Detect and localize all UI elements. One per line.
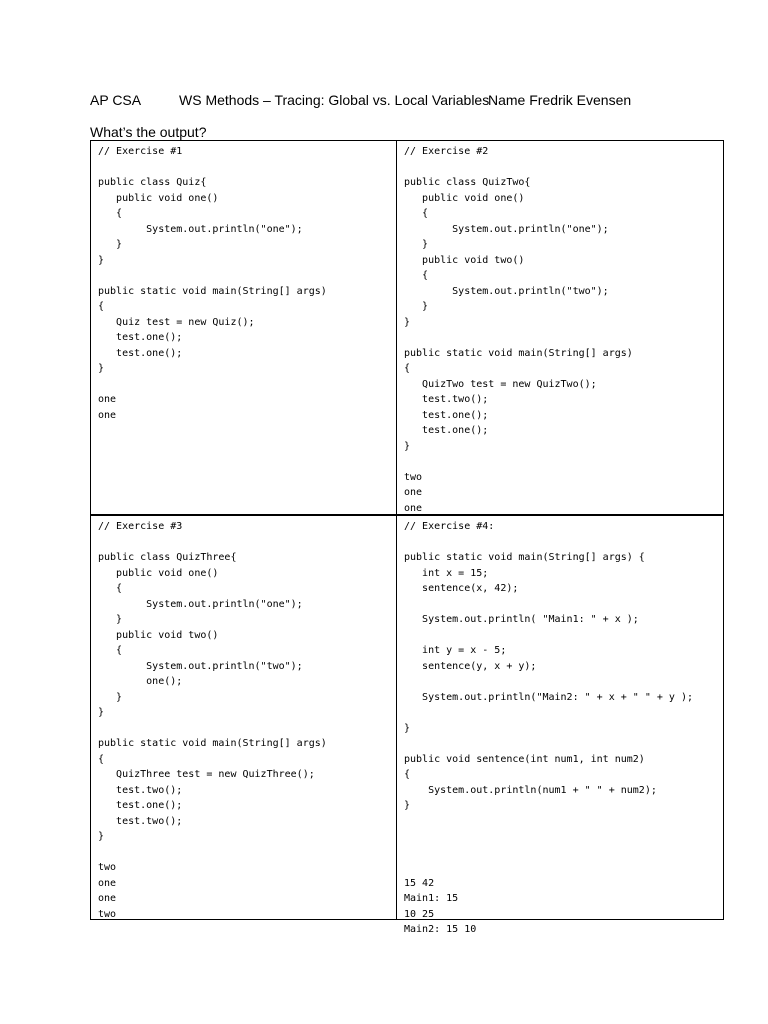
code-line: test.one(); bbox=[404, 409, 489, 421]
code-line: // Exercise #3 bbox=[98, 521, 183, 532]
code-line: Quiz test = new Quiz(); bbox=[98, 316, 255, 328]
code-line: { bbox=[98, 583, 123, 594]
code-line: } bbox=[98, 254, 105, 266]
code-line: one bbox=[98, 877, 117, 889]
code-line: public static void main(String[] args) bbox=[404, 347, 633, 359]
code-line bbox=[404, 705, 717, 721]
code-line: QuizTwo test = new QuizTwo(); bbox=[404, 378, 597, 390]
code-line: { bbox=[98, 301, 105, 312]
code-line: 10 25 bbox=[404, 908, 435, 920]
code-line: } bbox=[404, 800, 411, 811]
code-line bbox=[98, 721, 390, 737]
code-line: test.two(); bbox=[98, 815, 183, 827]
code-line: System.out.println("two"); bbox=[98, 660, 303, 672]
code-line bbox=[98, 535, 390, 551]
code-line: { bbox=[404, 208, 429, 219]
code-line bbox=[404, 845, 717, 861]
code-line bbox=[98, 268, 390, 284]
code-line: } bbox=[98, 614, 123, 625]
code-line: sentence(y, x + y); bbox=[404, 660, 537, 672]
code-line: QuizThree test = new QuizThree(); bbox=[98, 769, 315, 780]
code-line: one(); bbox=[98, 676, 183, 687]
code-line: one bbox=[98, 409, 117, 421]
code-line: Main1: 15 bbox=[404, 893, 459, 904]
code-line bbox=[404, 736, 717, 752]
code-line: } bbox=[98, 831, 105, 842]
code-line: one bbox=[404, 487, 423, 498]
code-line: // Exercise #4: bbox=[404, 521, 495, 532]
exercise-grid bbox=[90, 140, 724, 935]
exercise-1-cell bbox=[90, 140, 397, 515]
code-line: one bbox=[98, 394, 117, 405]
code-line: two bbox=[98, 862, 117, 873]
code-line: System.out.println("two"); bbox=[404, 285, 609, 297]
code-line bbox=[404, 674, 717, 690]
code-line: { bbox=[404, 270, 429, 281]
code-line: Main2: 15 10 bbox=[404, 924, 477, 935]
code-line: System.out.println("one"); bbox=[98, 223, 303, 235]
code-line: public class QuizTwo{ bbox=[404, 177, 531, 188]
exercise-2-cell bbox=[396, 140, 724, 515]
code-line bbox=[404, 814, 717, 830]
code-line: // Exercise #2 bbox=[404, 146, 489, 157]
code-line: public static void main(String[] args) { bbox=[404, 552, 645, 563]
code-line bbox=[404, 454, 717, 470]
code-line: public void one() bbox=[404, 192, 525, 204]
code-line: one bbox=[404, 502, 423, 514]
code-line: System.out.println( "Main1: " + x ); bbox=[404, 614, 639, 625]
code-line: test.one(); bbox=[98, 800, 183, 811]
code-line: one bbox=[98, 893, 117, 904]
code-line: { bbox=[98, 753, 105, 765]
code-line: } bbox=[404, 316, 411, 328]
code-line: } bbox=[98, 239, 123, 250]
code-line: } bbox=[404, 301, 429, 312]
code-line: int y = x - 5; bbox=[404, 645, 507, 656]
code-line: test.one(); bbox=[98, 347, 183, 359]
code-line: } bbox=[404, 239, 429, 250]
code-line: { bbox=[98, 208, 123, 219]
code-line: two bbox=[98, 908, 117, 920]
code-line: test.one(); bbox=[404, 425, 489, 436]
code-line: System.out.println("Main2: " + x + " " + y ); bbox=[404, 691, 693, 703]
code-line: System.out.println("one"); bbox=[404, 223, 609, 235]
code-line: System.out.println(num1 + " " + num2); bbox=[404, 784, 657, 796]
code-line: public static void main(String[] args) bbox=[98, 738, 327, 749]
code-line: test.one(); bbox=[98, 332, 183, 343]
code-line: 15 42 bbox=[404, 877, 435, 889]
code-line: public class Quiz{ bbox=[98, 177, 207, 188]
code-line bbox=[404, 829, 717, 845]
exercise-3-cell bbox=[90, 514, 397, 920]
exercise-4-cell bbox=[396, 514, 724, 935]
code-line: test.two(); bbox=[404, 394, 489, 405]
worksheet-title: WS Methods – Tracing: Global vs. Local Variables bbox=[179, 92, 490, 108]
code-line bbox=[98, 845, 390, 861]
code-line: public void one() bbox=[98, 192, 219, 204]
code-line bbox=[98, 377, 390, 393]
code-line: public void two() bbox=[404, 254, 525, 266]
code-line: } bbox=[98, 691, 123, 703]
code-line bbox=[404, 160, 717, 176]
code-line: public void one() bbox=[98, 567, 219, 579]
student-name: Name Fredrik Evensen bbox=[488, 92, 632, 108]
code-line: test.two(); bbox=[98, 784, 183, 796]
code-line: sentence(x, 42); bbox=[404, 583, 519, 594]
question-prompt: What’s the output? bbox=[90, 124, 207, 140]
code-line: public void two() bbox=[98, 629, 219, 641]
code-line: // Exercise #1 bbox=[98, 146, 183, 157]
code-line: { bbox=[404, 769, 411, 780]
code-line bbox=[98, 160, 390, 176]
code-line: public static void main(String[] args) bbox=[98, 285, 327, 297]
code-line bbox=[404, 628, 717, 644]
code-line bbox=[404, 535, 717, 551]
code-line bbox=[404, 860, 717, 876]
code-line: int x = 15; bbox=[404, 567, 489, 579]
code-line: public void sentence(int num1, int num2) bbox=[404, 753, 645, 765]
code-line: } bbox=[98, 363, 105, 374]
code-line: } bbox=[404, 722, 411, 734]
code-line: } bbox=[404, 440, 411, 452]
code-line bbox=[404, 330, 717, 346]
code-line: System.out.println("one"); bbox=[98, 598, 303, 610]
code-line: public class QuizThree{ bbox=[98, 552, 237, 563]
code-line: { bbox=[404, 363, 411, 374]
code-line: } bbox=[98, 707, 105, 718]
code-line: { bbox=[98, 645, 123, 656]
code-line bbox=[404, 597, 717, 613]
code-line: two bbox=[404, 471, 423, 483]
course-label: AP CSA bbox=[90, 92, 142, 108]
